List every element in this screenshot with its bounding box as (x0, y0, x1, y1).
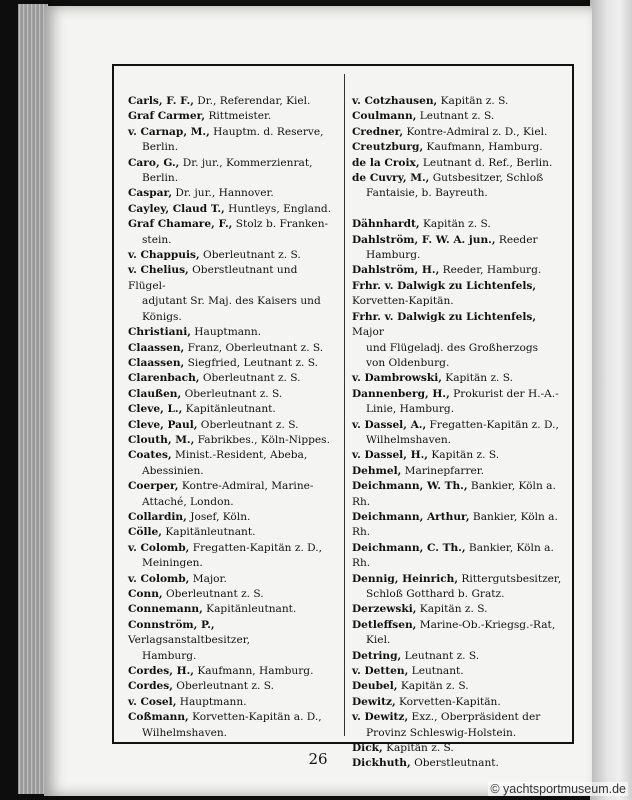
entry-detail: Dr. jur., Kommerzienrat, (179, 156, 313, 169)
entry-detail: Bankier, Köln a. Rh. (352, 480, 556, 508)
directory-entry (128, 263, 338, 325)
book-right-edge (590, 0, 632, 800)
entry-detail-continued: von Oldenburg. (366, 356, 450, 369)
entry-name: Cordes, H., (128, 665, 194, 678)
directory-entry (128, 371, 338, 386)
entry-name: Frhr. v. Dalwigk zu Lichtenfels, (352, 310, 537, 323)
entry-name: v. Colomb, (128, 541, 190, 554)
entry-name: Deichmann, Arthur, (352, 510, 470, 523)
entry-name: Dehmel, (352, 464, 402, 477)
entry-detail: Kapitänleutnant. (182, 403, 276, 416)
entry-name: Coates, (128, 449, 172, 462)
entry-detail: Huntleys, England. (224, 202, 332, 215)
directory-entry (128, 618, 338, 664)
watermark: © yachtsportmuseum.de (490, 782, 626, 796)
entry-name: Cayley, Claud T., (128, 202, 225, 215)
directory-entry (128, 710, 338, 741)
entry-name: Dähnhardt, (352, 218, 420, 231)
entry-name: v. Dassel, H., (352, 449, 428, 462)
directory-entry (352, 541, 564, 572)
entry-detail: Reeder (495, 233, 538, 246)
directory-entry (128, 448, 338, 479)
directory-entry (128, 418, 338, 433)
entry-detail: Minist.-Resident, Abeba, (171, 449, 308, 462)
entry-detail-continued: Fantaisie, b. Bayreuth. (366, 187, 488, 200)
entry-detail: Kapitän z. S. (397, 680, 469, 693)
directory-entry (352, 171, 564, 202)
entry-name: Dick, (352, 742, 383, 755)
entry-detail: Exz., Oberpräsident der (408, 711, 541, 724)
entry-detail: Gutsbesitzer, Schloß (429, 172, 544, 185)
directory-entry (352, 310, 564, 372)
entry-detail: Oberleutnant z. S. (162, 588, 264, 600)
entry-detail: Kapitän z. S. (427, 449, 500, 462)
directory-entry (352, 125, 564, 140)
entry-detail: Marine-Ob.-Kriegsg.-Rat, (416, 618, 556, 631)
entry-detail: Reeder, Hamburg. (439, 264, 542, 277)
entry-detail: Korvetten-Kapitän. (352, 295, 454, 308)
entry-detail: Kapitän z. S. (416, 603, 488, 616)
entry-detail: Stolz b. Franken- (232, 218, 329, 231)
entry-detail: Hauptmann. (176, 695, 247, 708)
entry-detail: Fabrikbes., Köln-Nippes. (194, 433, 330, 446)
directory-entry (352, 448, 564, 463)
entry-name: Claassen, (128, 356, 185, 369)
directory-entry (352, 618, 564, 649)
directory-entry (128, 341, 338, 356)
directory-entry (352, 109, 564, 124)
entry-name: Connemann, (128, 603, 203, 616)
entry-detail: Kapitän z. S. (419, 218, 491, 231)
entry-detail: Hauptmann. (190, 326, 262, 339)
entry-detail: Verlagsanstaltbesitzer, (128, 634, 250, 647)
entry-detail-continued: Meiningen. (142, 557, 203, 570)
entry-name: v. Colomb, (128, 572, 190, 585)
entry-name: Deichmann, W. Th., (352, 480, 468, 493)
entry-detail-continued: Attaché, London. (142, 495, 234, 508)
entry-detail-continued: Linie, Hamburg. (366, 403, 455, 416)
entry-detail: Korvetten-Kapitän. (395, 695, 501, 708)
entry-name: Claassen, (128, 341, 185, 354)
entry-detail: Oberstleutnant. (410, 757, 499, 770)
entry-name: Frhr. v. Dalwigk zu Lichtenfels, (352, 279, 537, 292)
directory-entry (128, 572, 338, 587)
directory-entry (352, 94, 564, 109)
directory-entry (128, 510, 338, 525)
entry-detail-continued: Provinz Schleswig-Holstein. (366, 726, 517, 739)
entry-detail: Kaufmann, Hamburg. (193, 665, 314, 678)
directory-entry (352, 664, 564, 679)
directory-entry (352, 602, 564, 617)
entry-detail: Leutnant. (408, 665, 464, 678)
entry-detail: Oberleutnant z. S. (197, 418, 299, 431)
entry-detail-continued: stein. (142, 233, 172, 246)
directory-entry (352, 140, 564, 155)
directory-entry (352, 710, 564, 741)
entry-name: Detleffsen, (352, 618, 417, 631)
entry-name: Credner, (352, 125, 404, 138)
entry-detail-continued: Abessinien. (142, 464, 204, 477)
entry-name: Graf Carmer, (128, 110, 206, 123)
directory-entry (128, 664, 338, 679)
entry-name: Creutzburg, (352, 141, 424, 154)
entry-name: de la Croix, (352, 156, 420, 169)
directory-entry (128, 695, 338, 710)
entry-name: Dewitz, (352, 695, 396, 708)
directory-entry (128, 402, 338, 417)
entry-detail: Kapitänleutnant. (202, 603, 297, 616)
directory-entry (128, 325, 338, 340)
directory-entry (128, 541, 338, 572)
entry-detail: Prokurist der H.-A.- (449, 387, 559, 400)
entry-detail-continued: Berlin. (142, 172, 179, 185)
entry-name: Coulmann, (352, 110, 417, 123)
directory-entry (128, 525, 338, 540)
entry-detail-continued: Kiel. (366, 634, 391, 647)
entry-name: Dennig, Heinrich, (352, 572, 459, 585)
directory-entry (128, 387, 338, 402)
entry-detail: Oberleutnant z. S. (172, 680, 274, 693)
entry-detail: Major. (189, 572, 227, 585)
entry-name: Detring, (352, 649, 402, 662)
entry-name: Conn, (128, 588, 163, 600)
entry-detail: Kaufmann, Hamburg. (423, 141, 543, 154)
entry-name: de Cuvry, M., (352, 172, 430, 185)
book-page (44, 6, 592, 796)
entry-detail: Rittmeister. (205, 110, 272, 123)
column-divider (344, 74, 345, 736)
entry-name: Cordes, (128, 680, 173, 693)
entry-detail: Oberleutnant z. S. (199, 372, 301, 385)
entry-detail-continued: Berlin. (142, 141, 179, 154)
entry-name: v. Cotzhausen, (352, 95, 438, 107)
directory-entry (128, 156, 338, 187)
directory-entry (128, 587, 338, 602)
entry-detail (352, 203, 355, 215)
entry-detail: Bankier, Köln a. Rh. (352, 541, 554, 570)
directory-entry (128, 109, 338, 124)
directory-entry (352, 464, 564, 479)
entry-detail: Leutnant d. Ref., Berlin. (419, 156, 553, 169)
entry-name: Caro, G., (128, 156, 180, 169)
directory-entry (352, 371, 564, 386)
entry-name: Clouth, M., (128, 433, 195, 446)
entry-detail: Leutnant z. S. (416, 110, 495, 123)
directory-entry (352, 510, 564, 541)
entry-name: v. Carnap, M., (128, 125, 210, 138)
entry-detail-continued: Hamburg. (366, 249, 421, 262)
directory-entry (128, 217, 338, 248)
entry-name: Dannenberg, H., (352, 387, 450, 400)
directory-entry (352, 279, 564, 310)
entry-name: Dahlström, F. W. A. jun., (352, 233, 496, 246)
entry-name: Deubel, (352, 680, 398, 693)
directory-entry (128, 94, 338, 109)
entry-name: Derzewski, (352, 603, 417, 616)
entry-detail: Kapitän z. S. (437, 95, 509, 107)
directory-entry (352, 263, 564, 278)
entry-detail: Marinepfarrer. (401, 464, 485, 477)
directory-entry (128, 679, 338, 694)
entry-name: Dickhuth, (352, 757, 411, 770)
entry-detail: Dr., Referendar, Kiel. (193, 95, 311, 107)
entry-name: Christiani, (128, 326, 191, 339)
entry-detail-continued: und Flügeladj. des Großherzogs (366, 341, 539, 354)
entry-name: v. Chelius, (128, 264, 189, 277)
entry-name: Dahlström, H., (352, 264, 440, 277)
directory-entry (352, 679, 564, 694)
directory-entry (128, 202, 338, 217)
left-column (128, 94, 338, 741)
entry-name: v. Chappuis, (128, 249, 200, 262)
entry-detail: Franz, Oberleutnant z. S. (184, 341, 324, 354)
entry-name: Collardin, (128, 510, 187, 523)
entry-detail: Oberleutnant z. S. (181, 387, 283, 400)
entry-name: Cleve, Paul, (128, 418, 198, 431)
directory-entry (128, 479, 338, 510)
entry-name: v. Dewitz, (352, 711, 409, 724)
entry-name: Cleve, L., (128, 403, 183, 416)
entry-detail: Oberstleutnant und Flügel- (128, 264, 298, 292)
entry-detail: Josef, Köln. (186, 510, 251, 523)
entry-detail: Kapitän z. S. (441, 372, 514, 385)
directory-entry (352, 217, 564, 232)
directory-entry (128, 602, 338, 617)
entry-name: v. Dassel, A., (352, 418, 427, 431)
entry-detail: Oberleutnant z. S. (199, 249, 301, 262)
entry-name: Coerper, (128, 480, 179, 493)
directory-entry (352, 572, 564, 603)
directory-entry (352, 202, 564, 217)
directory-entry (352, 649, 564, 664)
entry-detail-continued: Wilhelmshaven. (366, 433, 452, 446)
entry-name: v. Cosel, (128, 695, 177, 708)
entry-detail: Kapitänleutnant. (161, 526, 256, 539)
entry-name: Graf Chamare, F., (128, 218, 233, 231)
entry-detail-continued: Hamburg. (142, 649, 197, 662)
entry-detail: Leutnant z. S. (401, 649, 480, 662)
directory-entry (128, 186, 338, 201)
entry-name: v. Detten, (352, 665, 409, 678)
entry-name: Caspar, (128, 187, 173, 200)
entry-detail: Rittergutsbesitzer, (458, 572, 562, 585)
page-number: 26 (308, 750, 328, 768)
directory-entry (352, 695, 564, 710)
entry-detail-continued: Wilhelmshaven. (142, 726, 228, 739)
entry-name: Connström, P., (128, 618, 215, 631)
entry-detail: Korvetten-Kapitän a. D., (188, 711, 322, 724)
entry-detail: Hauptm. d. Reserve, (209, 125, 324, 138)
directory-entry (352, 479, 564, 510)
entry-name: Carls, F. F., (128, 95, 194, 107)
entry-detail-continued: Schloß Gotthard b. Gratz. (366, 588, 505, 600)
entry-detail: Kapitän z. S. (382, 742, 454, 755)
entry-name: Cölle, (128, 526, 162, 539)
entry-detail: Dr. jur., Hannover. (172, 187, 274, 200)
right-column (352, 94, 564, 772)
entry-detail: Bankier, Köln a. Rh. (352, 510, 558, 539)
entry-name: Deichmann, C. Th., (352, 541, 466, 554)
directory-entry (352, 233, 564, 264)
entry-detail: Fregatten-Kapitän z. D., (426, 418, 559, 431)
entry-detail: Kontre-Admiral z. D., Kiel. (403, 125, 548, 138)
entry-detail: Fregatten-Kapitän z. D., (189, 541, 323, 554)
directory-entry (352, 156, 564, 171)
directory-entry (128, 356, 338, 371)
entry-detail: Siegfried, Leutnant z. S. (184, 356, 319, 369)
entry-detail: Major (352, 326, 384, 339)
entry-detail-continued: adjutant Sr. Maj. des Kaisers und (142, 295, 321, 308)
entry-name: Coßmann, (128, 711, 189, 724)
entry-detail-continued: Königs. (142, 310, 182, 323)
entry-name: Clarenbach, (128, 372, 200, 385)
directory-entry (128, 248, 338, 263)
entry-name: Claußen, (128, 387, 182, 400)
entry-name: v. Dambrowski, (352, 372, 442, 385)
directory-entry (352, 387, 564, 418)
entry-detail: Kontre-Admiral, Marine- (178, 480, 314, 493)
directory-entry (128, 433, 338, 448)
directory-entry (128, 125, 338, 156)
directory-entry (352, 418, 564, 449)
